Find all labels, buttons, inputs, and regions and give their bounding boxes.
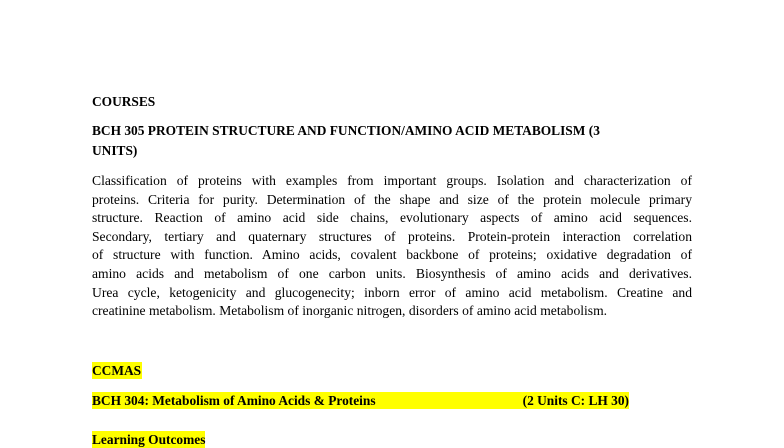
ccmas-course-row [92,392,629,409]
description-line: creatinine metabolism. Metabolism of inorganic nitrogen, disorders of amino acid metabolism. [92,303,608,319]
course-description [92,172,692,321]
course-title-line-2: UNITS) [92,143,138,158]
description-line: Urea cycle, ketogenicity and glucogenecity; inborn error of amino acid metabolism. Creatine and [92,284,692,300]
description-line: proteins. Criteria for purity. Determination of the shape and size of the protein molecule primary [92,191,692,207]
description-line: of structure with function. Amino acids, covalent backbone of proteins; oxidative degradation of [92,247,692,263]
description-line: Classification of proteins with examples from important groups. Isolation and characterization of [92,173,692,188]
description-line: structure. Reaction of amino acid side chains, evolutionary aspects of amino acid sequences. [92,210,692,226]
description-line: Secondary, tertiary and quaternary structures of proteins. Protein-protein interaction correlation [92,228,692,244]
course-title-line-1: BCH 305 PROTEIN STRUCTURE AND FUNCTION/AMINO ACID METABOLISM (3 [92,123,600,138]
ccmas-course-title: BCH 304: Metabolism of Amino Acids & Proteins [92,393,376,408]
description-line: amino acids and metabolism of one carbon units. Biosynthesis of amino acids and derivatives. [92,265,692,281]
ccmas-heading: CCMAS [92,363,142,378]
ccmas-course-units: (2 Units C: LH 30) [522,393,629,408]
learning-outcomes-heading: Learning Outcomes [92,432,206,447]
courses-heading: COURSES [92,94,156,109]
